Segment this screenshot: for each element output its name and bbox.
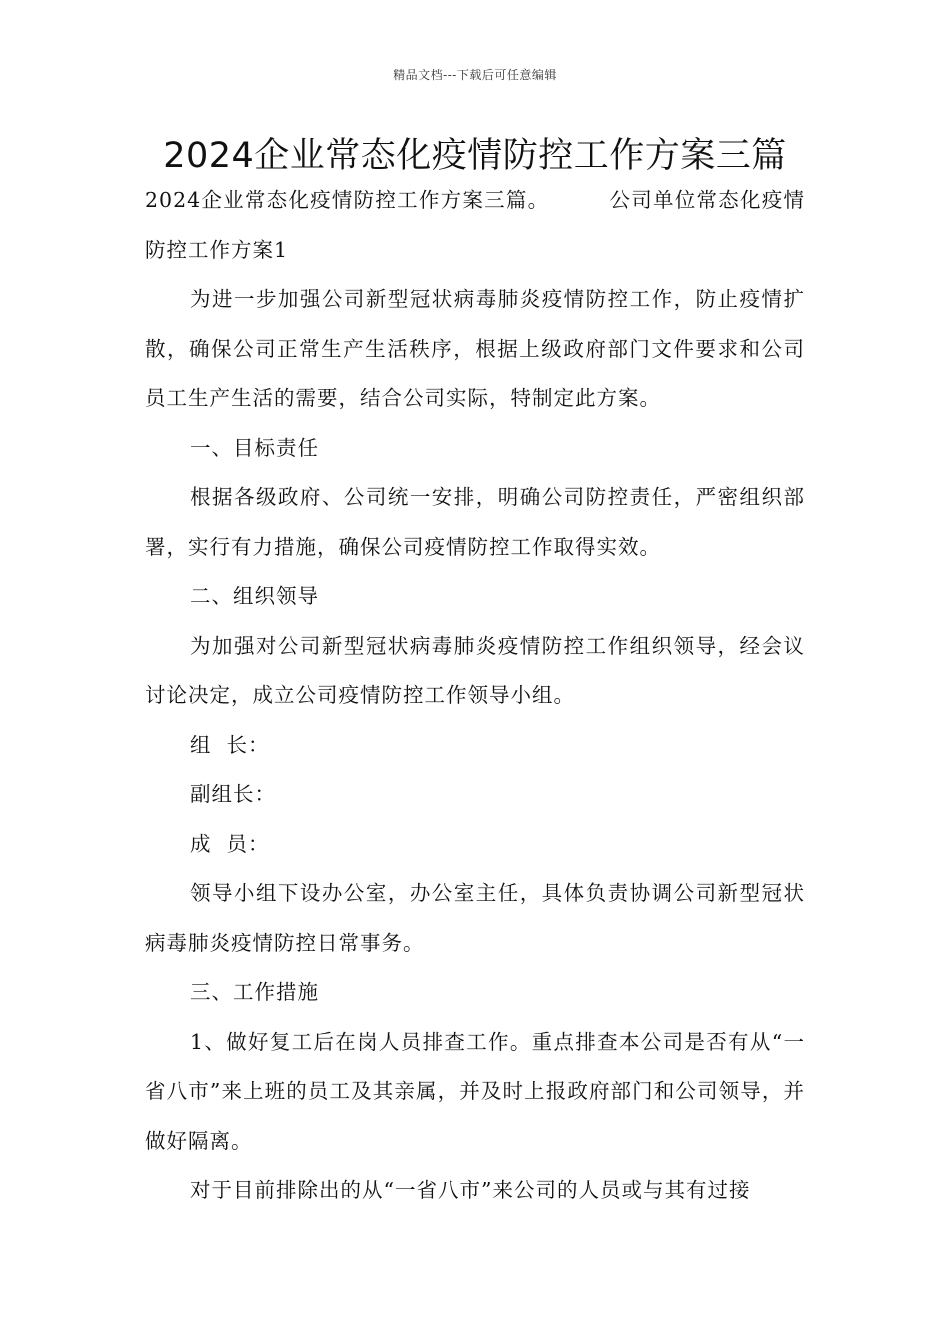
header-note: 精品文档---下载后可任意编辑 [393,68,557,82]
document-body [145,176,805,1216]
paragraph-goal: 根据各级政府、公司统一安排，明确公司防控责任，严密组织部署，实行有力措施，确保公司疫情防控工作取得实效。 [145,485,805,559]
paragraph-measure-1-continued: 对于目前排除出的从“一省八市”来公司的人员或与其有过接 [190,1178,751,1202]
document-title: 2024企业常态化疫情防控工作方案三篇 [163,136,787,176]
intro-part-2: 公司单位常态化疫情防控工作方案1 [145,188,806,262]
members-line: 成 员： [190,831,270,856]
deputy-leader-line: 副组长： [190,782,276,806]
heading-organization: 二、组织领导 [190,584,319,608]
intro-part-1: 2024企业常态化疫情防控工作方案三篇。 [145,188,550,212]
paragraph-measure-1: 1、做好复工后在岗人员排查工作。重点排查本公司是否有从“一省八市”来上班的员工及其亲属，并及时上报政府部门和公司领导，并做好隔离。 [145,1029,805,1153]
leader-line: 组 长： [190,732,270,757]
paragraph-purpose: 为进一步加强公司新型冠状病毒肺炎疫情防控工作，防止疫情扩散，确保公司正常生产生活秩序，根据上级政府部门文件要求和公司员工生产生活的需要，结合公司实际，特制定此方案。 [145,287,805,410]
paragraph-office: 领导小组下设办公室，办公室主任，具体负责协调公司新型冠状病毒肺炎疫情防控日常事务。 [145,881,805,955]
intro-paragraph [145,176,805,275]
heading-goal-responsibility: 一、目标责任 [190,435,319,460]
paragraph-organization: 为加强对公司新型冠状病毒肺炎疫情防控工作组织领导，经会议讨论决定，成立公司疫情防控工作领导小组。 [145,633,805,707]
heading-measures: 三、工作措施 [190,980,319,1004]
